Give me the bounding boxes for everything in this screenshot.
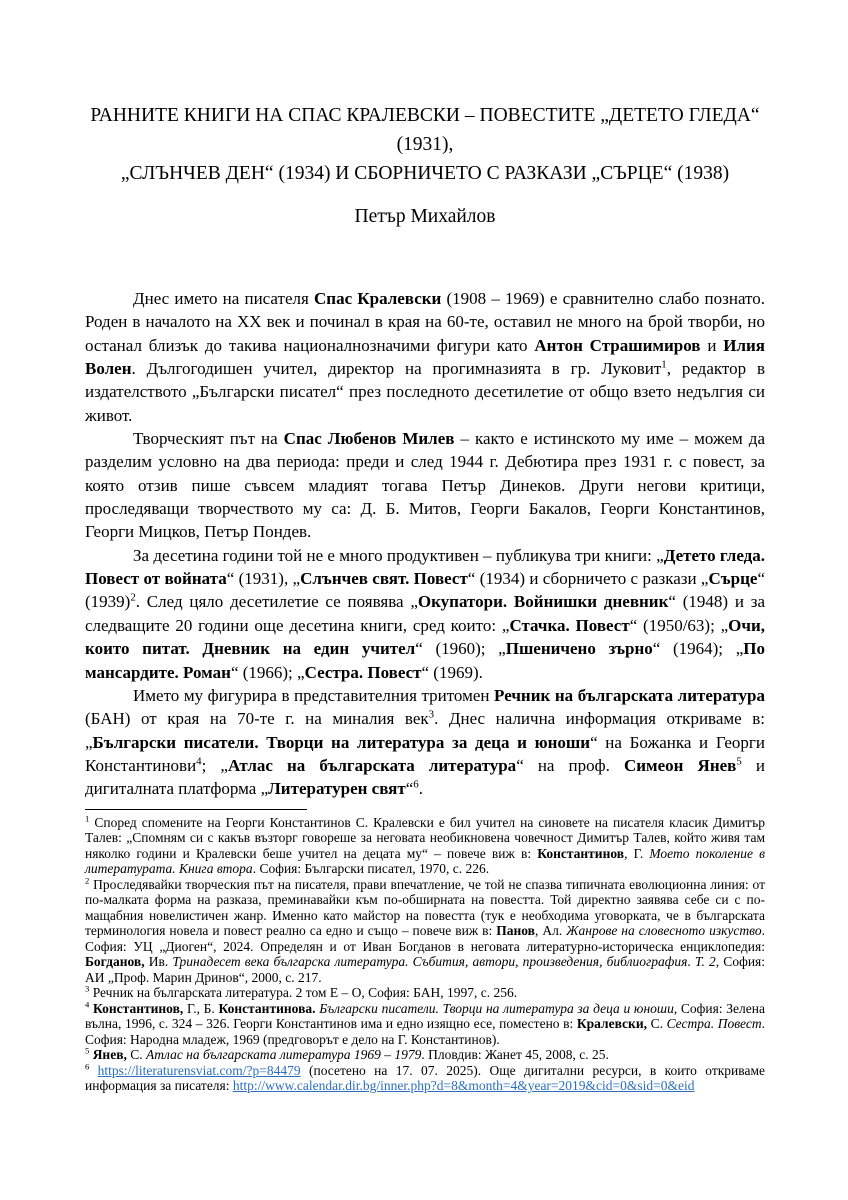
footnote-ref: 6: [413, 778, 419, 791]
author-name: Петър Михайлов: [354, 206, 496, 227]
footnote-ref: 4: [196, 755, 202, 768]
footnote-ref: 3: [428, 708, 435, 721]
text-run: Окупатори. Войнишки дневник: [417, 592, 669, 612]
text-run: Константинов,: [93, 1000, 184, 1016]
text-run: Антон Страшимиров: [534, 335, 701, 355]
footnote-marker: 2: [85, 875, 90, 886]
text-run: Стачка. Повест: [509, 615, 630, 635]
text-run: , Ал.: [534, 923, 567, 939]
text-run: Днес името на писателя: [133, 289, 314, 308]
text-run: Панов: [496, 923, 535, 939]
text-run: Спас Кралевски: [314, 289, 442, 308]
paragraph: [85, 544, 765, 684]
text-run: “ (1948) и за следващите 20 години още десетина книги, сред които: „: [85, 592, 765, 635]
text-run: (1908 – 1969) е сравнително слабо познато. Роден в началото на ХХ век и починал в края на 60-те, оставил не много на брой творби, но останал близък до такива националнозначими фигури като: [85, 289, 766, 355]
hyperlink[interactable]: http://www.calendar.dir.bg/inner.php?d=8&month=4&year=2019&cid=0&sid=0&eid: [232, 1078, 695, 1094]
text-run: С.: [647, 1016, 667, 1032]
text-run: . София: Български писател, 1970, с. 226.: [252, 861, 490, 877]
footnote-ref: 5: [736, 755, 742, 768]
text-run: .: [687, 954, 695, 970]
paper-title: [85, 101, 765, 188]
text-run: Моето поколение в литературата. Книга втора: [85, 845, 765, 877]
text-run: , София: АИ „Проф. Марин Дринов“, 2000, с. 217.: [85, 954, 765, 985]
text-run: . Пловдив: Жанет 45, 2008, с. 25.: [421, 1047, 609, 1063]
text-run: “ (1931), „: [226, 569, 301, 589]
footnote: [85, 815, 765, 877]
paper-title-line1: РАННИТЕ КНИГИ НА СПАС КРАЛЕВСКИ – ПОВЕСТИТЕ „ДЕТЕТО ГЛЕДА“ (1931),: [90, 105, 760, 155]
text-run: Сестра. Повест: [304, 662, 422, 682]
text-run: . София: УЦ „Диоген“, 2024. Определян и от Иван Богданов в неговата литературно-историческа енциклопедия:: [85, 923, 765, 954]
text-run: Името му фигурира в представителния тритомен: [133, 685, 495, 705]
text-run: (БАН) от края на 70-те г. на миналия век: [85, 709, 429, 729]
footnote-separator: [85, 809, 307, 810]
text-run: Константинова.: [218, 1000, 316, 1016]
text-run: “ (1964); „: [652, 639, 744, 659]
text-run: и дигиталната платформа „: [85, 755, 765, 799]
text-run: . Дългогодишен учител, директор на прогимназията в гр. Луковит: [131, 359, 662, 379]
footnote: [85, 985, 765, 1001]
text-run: “ (1969).: [421, 662, 483, 682]
text-run: “: [405, 779, 414, 799]
footnote-ref: 1: [661, 358, 667, 371]
text-run: Сърце: [708, 569, 758, 589]
text-run: Г., Б.: [183, 1000, 219, 1016]
text-run: . София: Народна младеж, 1969 (предговорът е дело на Г. Константинов).: [85, 1016, 765, 1047]
footnote: [85, 1063, 765, 1094]
text-run: Литературен свят: [268, 779, 406, 799]
text-run: Богданов,: [85, 954, 145, 970]
text-run: Янев,: [92, 1047, 127, 1063]
text-run: , Г.: [624, 845, 650, 861]
text-run: , редактор в издателството „Български писател“ през последното десетилетие от общо взето недългия си живот.: [85, 359, 765, 425]
text-run: “ на проф.: [516, 755, 624, 775]
text-run: Очи, които питат. Дневник на един учител: [85, 615, 766, 659]
footnote-ref: 2: [130, 591, 136, 604]
text-run: и: [700, 335, 724, 355]
text-run: (посетено на 17. 07. 2025). Още дигитални ресурси, в които откриваме информация за писателя:: [85, 1062, 765, 1094]
text-run: Български писатели. Творци на литература за деца и юноши: [92, 732, 591, 752]
paragraph: [85, 287, 765, 427]
text-run: “ (1939): [85, 569, 765, 612]
paragraph: [85, 684, 765, 801]
text-run: Български писатели. Творци на литература за деца и юноши: [319, 1000, 674, 1016]
text-run: Детето гледа. Повест от войната: [85, 545, 765, 589]
text-run: “ (1950/63); „: [629, 615, 729, 635]
text-run: Според спомените на Георги Константинов С. Кралевски е бил учител на синовете на писателя класик Димитър Талев: „Спомням си с какъв възторг говореше за неговата необикновена човечност Димитър Талев, който живя там няколко години и Кралевски беше учител на децата му“ – повече виж в:: [85, 814, 766, 861]
text-run: “ (1934) и сборничето с разкази „: [467, 569, 709, 589]
footnotes: [85, 815, 765, 1094]
text-run: Атлас на българската литература: [227, 755, 517, 775]
text-run: Илия Волен: [85, 335, 766, 379]
text-run: За десетина години той не е много продуктивен – публикува три книги: „: [133, 545, 664, 565]
paragraph: [85, 427, 765, 544]
footnote-marker: 4: [85, 999, 90, 1010]
text-run: Проследявайки творческия път на писателя, прави впечатление, че той не спазва типичната еволюционна линия: от по-малката форма на разказа, преминавайки към по-обширната на повестта. Той директно заявява себе си с по-мащабния новелистичен жанр. Именно като майстор на повестта (тук е необходима уговорката, че в българската терминология новела и повест реално са едно и също – повече виж в:: [85, 876, 766, 939]
text-run: Симеон Янев: [623, 755, 737, 775]
footnote: [85, 1001, 765, 1048]
text-run: Жанрове на словесното изкуство: [566, 923, 762, 939]
text-run: Сестра. Повест: [666, 1016, 762, 1032]
text-run: Кралевски,: [576, 1016, 647, 1032]
text-run: Речник на българската литература: [494, 685, 765, 705]
paper-title-line2: „СЛЪНЧЕВ ДЕН“ (1934) И СБОРНИЧЕТО С РАЗКАЗИ „СЪРЦЕ“ (1938): [120, 163, 730, 184]
text-run: По мансардите. Роман: [85, 639, 765, 682]
footnote-marker: 3: [85, 983, 90, 994]
text-run: Слънчев свят. Повест: [300, 569, 468, 589]
text-run: “ (1966); „: [230, 662, 305, 682]
text-run: Тринадесет века българска литература. Събития, автори, произведения, библиография: [172, 954, 688, 970]
text-run: Речник на българската литература. 2 том Е – О, София: БАН, 1997, с. 256.: [92, 985, 518, 1001]
text-run: ; „: [201, 755, 228, 775]
footnote-marker: 1: [85, 813, 90, 824]
footnote-marker: 6: [85, 1061, 90, 1072]
text-run: – както е истинското му име – можем да разделим условно на два периода: преди и след 1944 г. Дебютира през 1931 г. с повест, за която отзив пише съвсем младият тогава Петър Динеков. Други негови критици, проследяващи творчеството му са: Д. Б. Митов, Георги Бакалов, Георги Константинов, Георги Мицков, Петър Пондев.: [85, 429, 765, 542]
text-run: . Днес налична информация откриваме в: „: [85, 709, 765, 752]
text-run: Константинов: [537, 845, 625, 861]
text-run: .: [418, 779, 423, 799]
text-run: Т. 2: [694, 954, 716, 970]
hyperlink[interactable]: https://literaturensviat.com/?p=84479: [97, 1062, 301, 1078]
text-run: . След цяло десетилетие се появява „: [135, 592, 418, 612]
text-run: Творческият път на: [133, 429, 284, 449]
text-run: С.: [126, 1047, 147, 1063]
footnote: [85, 877, 765, 986]
text-run: “ (1960); „: [415, 639, 506, 659]
article-body: [85, 287, 765, 801]
text-run: , София: Зелена вълна, 1996, с. 324 – 326. Георги Константинов има и едно изящно есе, поместено в:: [85, 1000, 765, 1032]
footnote: [85, 1047, 765, 1063]
footnote-marker: 5: [85, 1045, 90, 1056]
text-run: Ив.: [144, 954, 173, 970]
text-run: “ на Божанка и Георги Константинови: [85, 732, 765, 775]
text-run: Пшеничено зърно: [505, 639, 653, 659]
text-run: Атлас на българската литература 1969 – 1979: [146, 1047, 422, 1063]
text-run: Спас Любенов Милев: [283, 429, 455, 449]
